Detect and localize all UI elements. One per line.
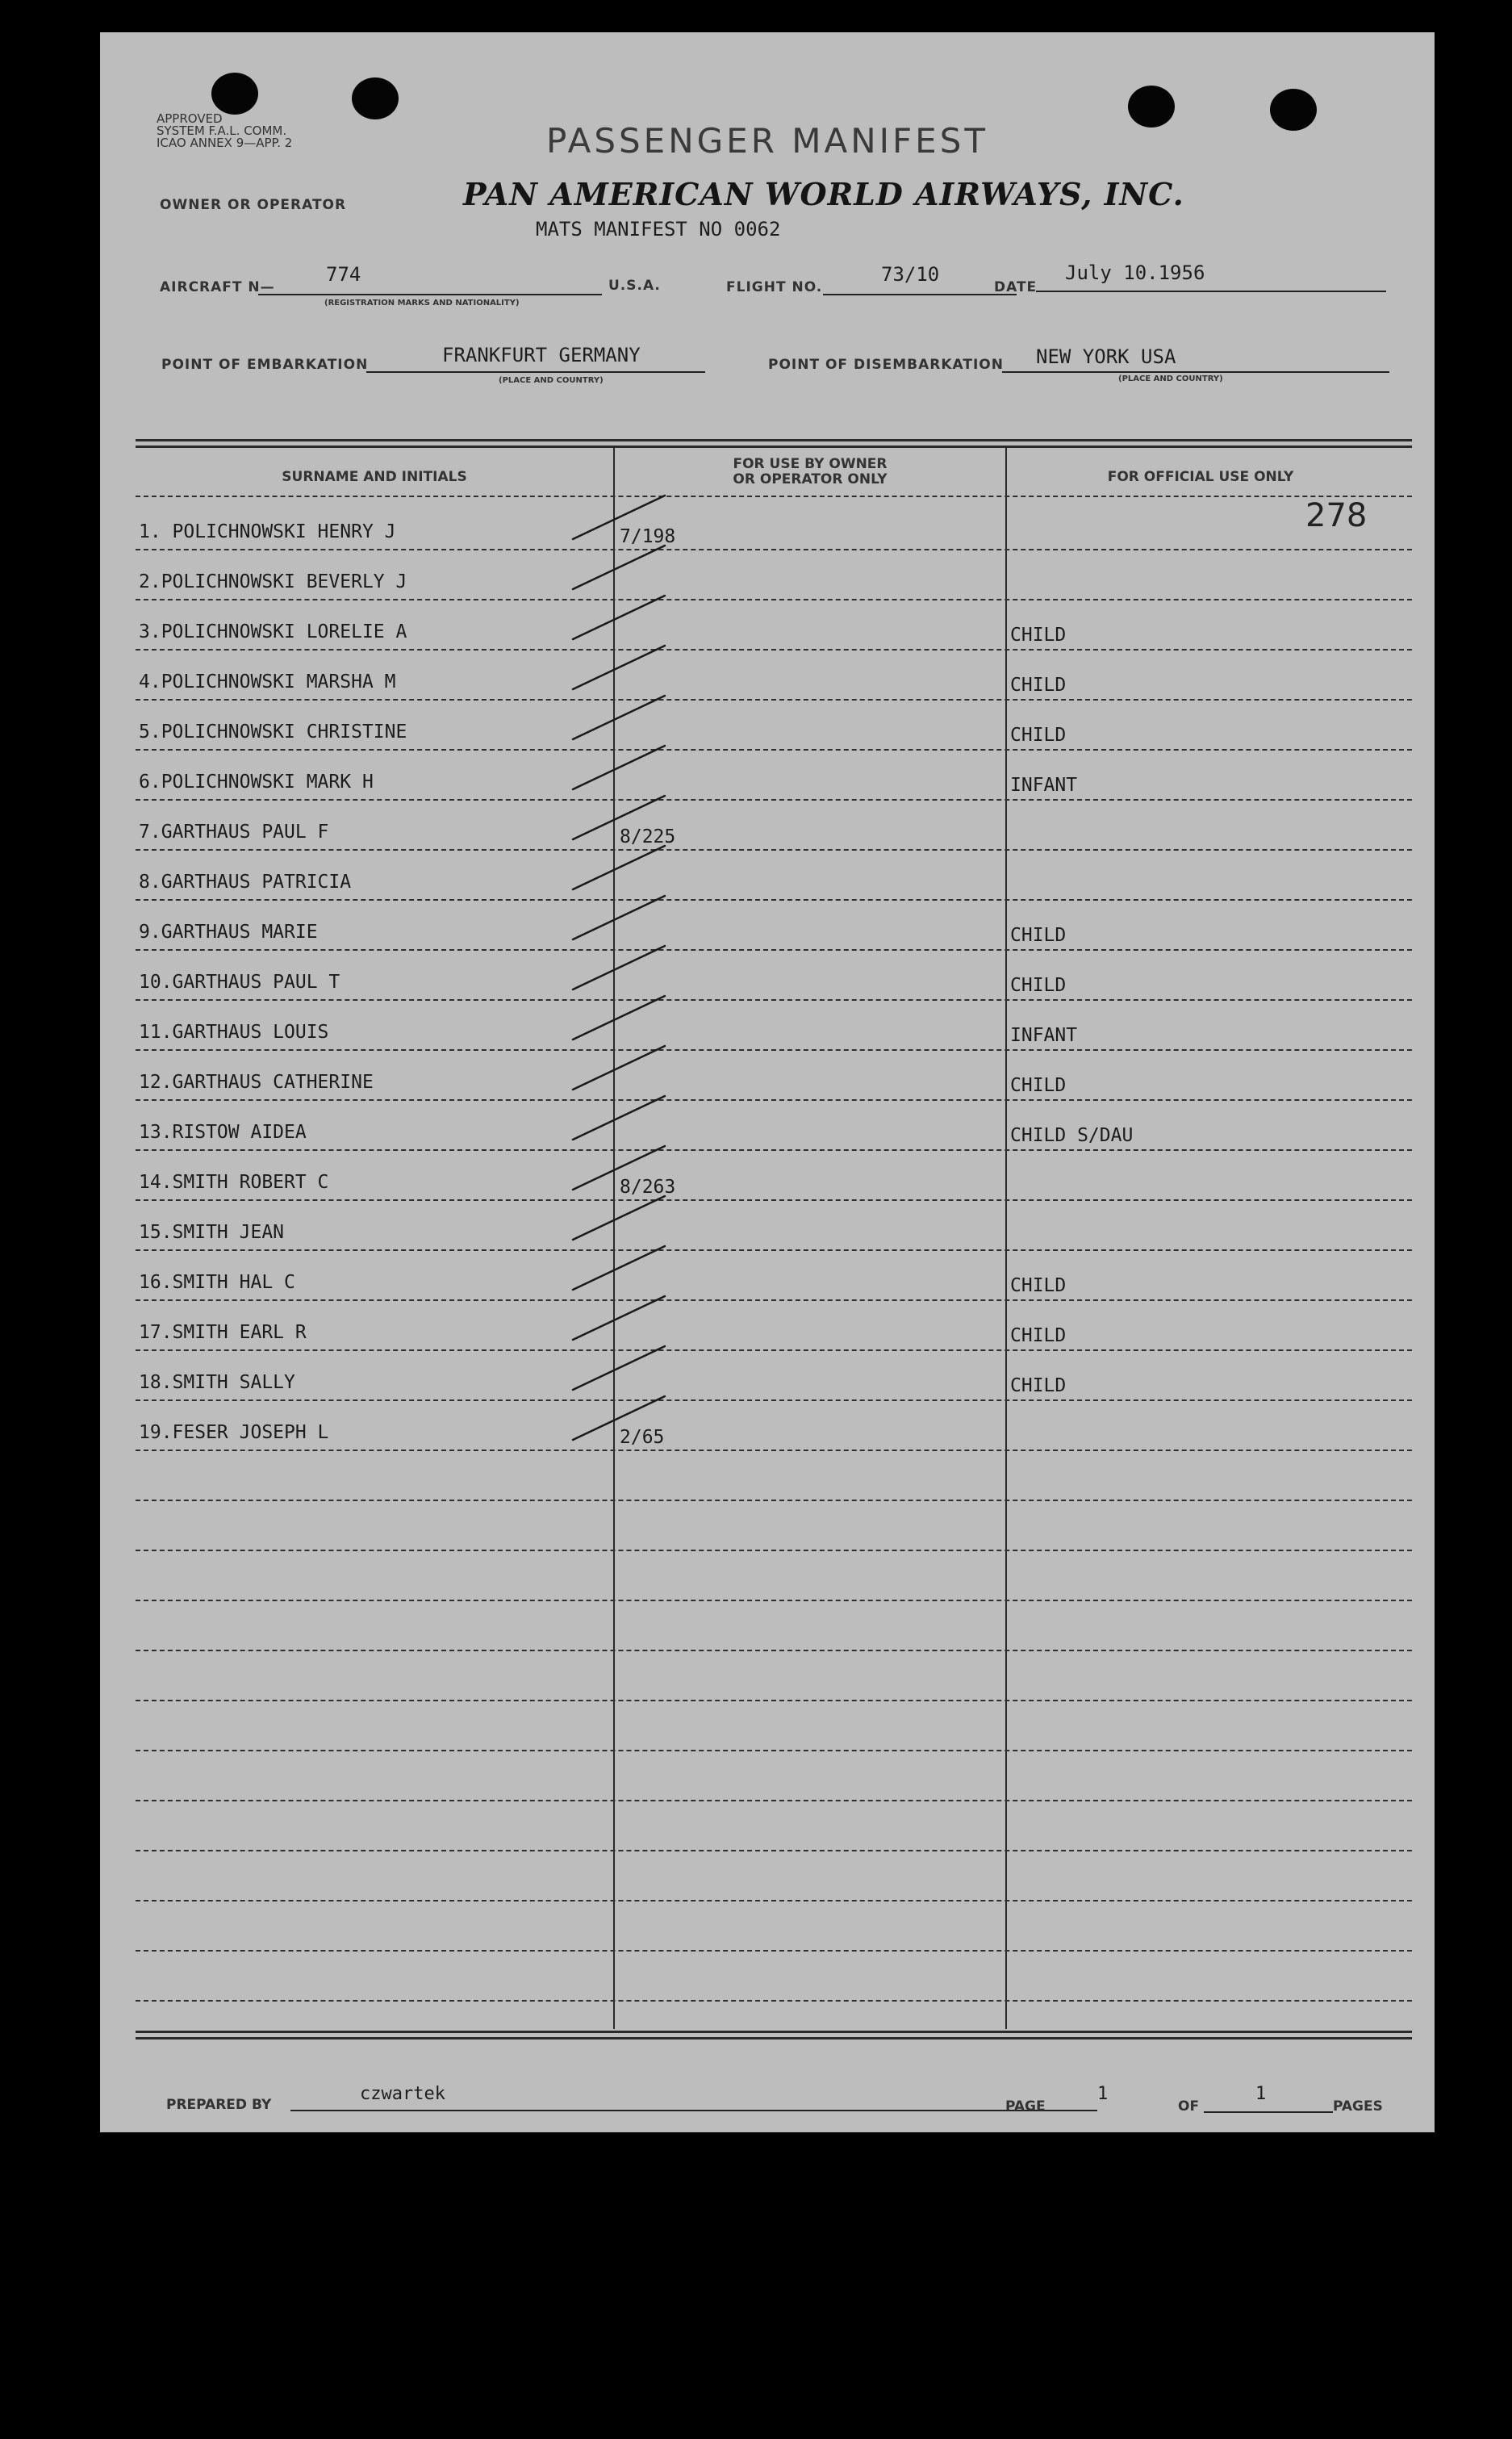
- column-header-surname: SURNAME AND INITIALS: [282, 469, 467, 485]
- check-mark: [573, 546, 665, 589]
- passenger-name: 6.POLICHNOWSKI MARK H: [139, 772, 374, 793]
- passenger-name: 13.RISTOW AIDEA: [139, 1122, 307, 1143]
- flight-label: FLIGHT NO.: [726, 279, 823, 295]
- flight-date: July 10.1956: [1065, 261, 1205, 284]
- aircraft-number: 774: [326, 263, 361, 286]
- check-mark: [573, 746, 665, 789]
- check-mark: [573, 846, 665, 889]
- approval-line-3: ICAO ANNEX 9—APP. 2: [157, 136, 293, 150]
- check-mark: [573, 696, 665, 739]
- check-mark: [573, 1246, 665, 1290]
- place-caption-disembarkation: (PLACE AND COUNTRY): [1118, 374, 1223, 383]
- prepared-by-label: PREPARED BY: [166, 2097, 272, 2113]
- pages-label: PAGES: [1333, 2098, 1383, 2115]
- official-note: CHILD: [1010, 1275, 1067, 1296]
- mats-manifest-no: MATS MANIFEST NO 0062: [536, 218, 781, 241]
- official-note: CHILD: [1010, 675, 1067, 696]
- page-title: PASSENGER MANIFEST: [545, 121, 989, 161]
- check-mark: [573, 1396, 665, 1440]
- check-mark: [573, 796, 665, 839]
- prepared-by-underline: [290, 2110, 1097, 2111]
- official-note: CHILD: [1010, 1375, 1067, 1396]
- passenger-name: 16.SMITH HAL C: [139, 1272, 295, 1293]
- embarkation-label: POINT OF EMBARKATION: [161, 357, 369, 373]
- official-note: INFANT: [1010, 775, 1078, 796]
- column-header-owner-line-1: FOR USE BY OWNER: [733, 456, 888, 472]
- check-mark: [573, 646, 665, 689]
- check-mark: [573, 1346, 665, 1390]
- passenger-name: 11.GARTHAUS LOUIS: [139, 1022, 329, 1043]
- prepared-by-name: czwartek: [360, 2084, 445, 2104]
- check-mark: [573, 1046, 665, 1090]
- passenger-name: 4.POLICHNOWSKI MARSHA M: [139, 671, 396, 692]
- check-mark: [573, 1296, 665, 1340]
- official-note: CHILD: [1010, 1325, 1067, 1346]
- check-mark: [573, 1196, 665, 1240]
- place-caption-embarkation: (PLACE AND COUNTRY): [499, 376, 604, 385]
- disembarkation-label: POINT OF DISEMBARKATION: [768, 357, 1004, 373]
- official-note: INFANT: [1010, 1025, 1078, 1046]
- usa-label: U.S.A.: [608, 278, 661, 294]
- total-pages: 1: [1255, 2084, 1267, 2104]
- check-mark: [573, 996, 665, 1040]
- official-note: CHILD: [1010, 925, 1067, 946]
- passenger-name: 1. POLICHNOWSKI HENRY J: [139, 521, 396, 542]
- passenger-name: 17.SMITH EARL R: [139, 1322, 307, 1343]
- table-bottom-rule-2: [136, 2037, 1412, 2039]
- operator-note: 8/225: [620, 826, 676, 847]
- passenger-name: 19.FESER JOSEPH L: [139, 1422, 329, 1443]
- approval-line-1: APPROVED: [157, 111, 223, 126]
- official-note: CHILD: [1010, 1075, 1067, 1096]
- passenger-name: 2.POLICHNOWSKI BEVERLY J: [139, 571, 407, 592]
- official-note: CHILD S/DAU: [1010, 1125, 1134, 1146]
- check-mark: [573, 1146, 665, 1190]
- owner-label: OWNER OR OPERATOR: [160, 197, 347, 213]
- date-label: DATE: [994, 279, 1038, 295]
- check-mark: [573, 1096, 665, 1140]
- operator-note: 8/263: [620, 1177, 676, 1198]
- operator-note: 2/65: [620, 1427, 665, 1448]
- of-label: OF: [1178, 2098, 1200, 2115]
- passenger-name: 18.SMITH SALLY: [139, 1372, 295, 1393]
- passenger-name: 5.POLICHNOWSKI CHRISTINE: [139, 722, 407, 743]
- check-mark: [573, 896, 665, 939]
- official-stamp-number: 278: [1305, 497, 1368, 534]
- check-marks: [100, 32, 1435, 2132]
- passenger-name: 15.SMITH JEAN: [139, 1222, 285, 1243]
- page-number: 1: [1097, 2084, 1109, 2104]
- passenger-name: 10.GARTHAUS PAUL T: [139, 972, 340, 993]
- passenger-name: 8.GARTHAUS PATRICIA: [139, 872, 352, 893]
- official-note: CHILD: [1010, 625, 1067, 646]
- approval-line-2: SYSTEM F.A.L. COMM.: [157, 123, 287, 138]
- check-mark: [573, 946, 665, 989]
- operator-note: 7/198: [620, 526, 676, 547]
- passenger-name: 7.GARTHAUS PAUL F: [139, 822, 329, 843]
- official-note: CHILD: [1010, 725, 1067, 746]
- pages-underline: [1204, 2111, 1333, 2113]
- aircraft-label: AIRCRAFT N—: [160, 279, 275, 295]
- check-mark: [573, 596, 665, 639]
- passenger-name: 14.SMITH ROBERT C: [139, 1172, 329, 1193]
- column-header-official: FOR OFFICIAL USE ONLY: [1107, 469, 1294, 485]
- column-header-owner-line-2: OR OPERATOR ONLY: [733, 471, 888, 487]
- registration-caption: (REGISTRATION MARKS AND NATIONALITY): [324, 299, 520, 307]
- table-bottom-rule: [136, 2031, 1412, 2033]
- passenger-name: 12.GARTHAUS CATHERINE: [139, 1072, 374, 1093]
- embarkation-place: FRANKFURT GERMANY: [442, 344, 641, 366]
- operator-name: PAN AMERICAN WORLD AIRWAYS, INC.: [463, 176, 1184, 212]
- passenger-name: 3.POLICHNOWSKI LORELIE A: [139, 621, 407, 642]
- flight-number: 73/10: [881, 263, 940, 286]
- official-note: CHILD: [1010, 975, 1067, 996]
- check-mark: [573, 496, 665, 539]
- disembarkation-place: NEW YORK USA: [1036, 345, 1176, 368]
- page-label: PAGE: [1005, 2098, 1046, 2115]
- passenger-name: 9.GARTHAUS MARIE: [139, 922, 318, 943]
- manifest-sheet: [100, 32, 1435, 2132]
